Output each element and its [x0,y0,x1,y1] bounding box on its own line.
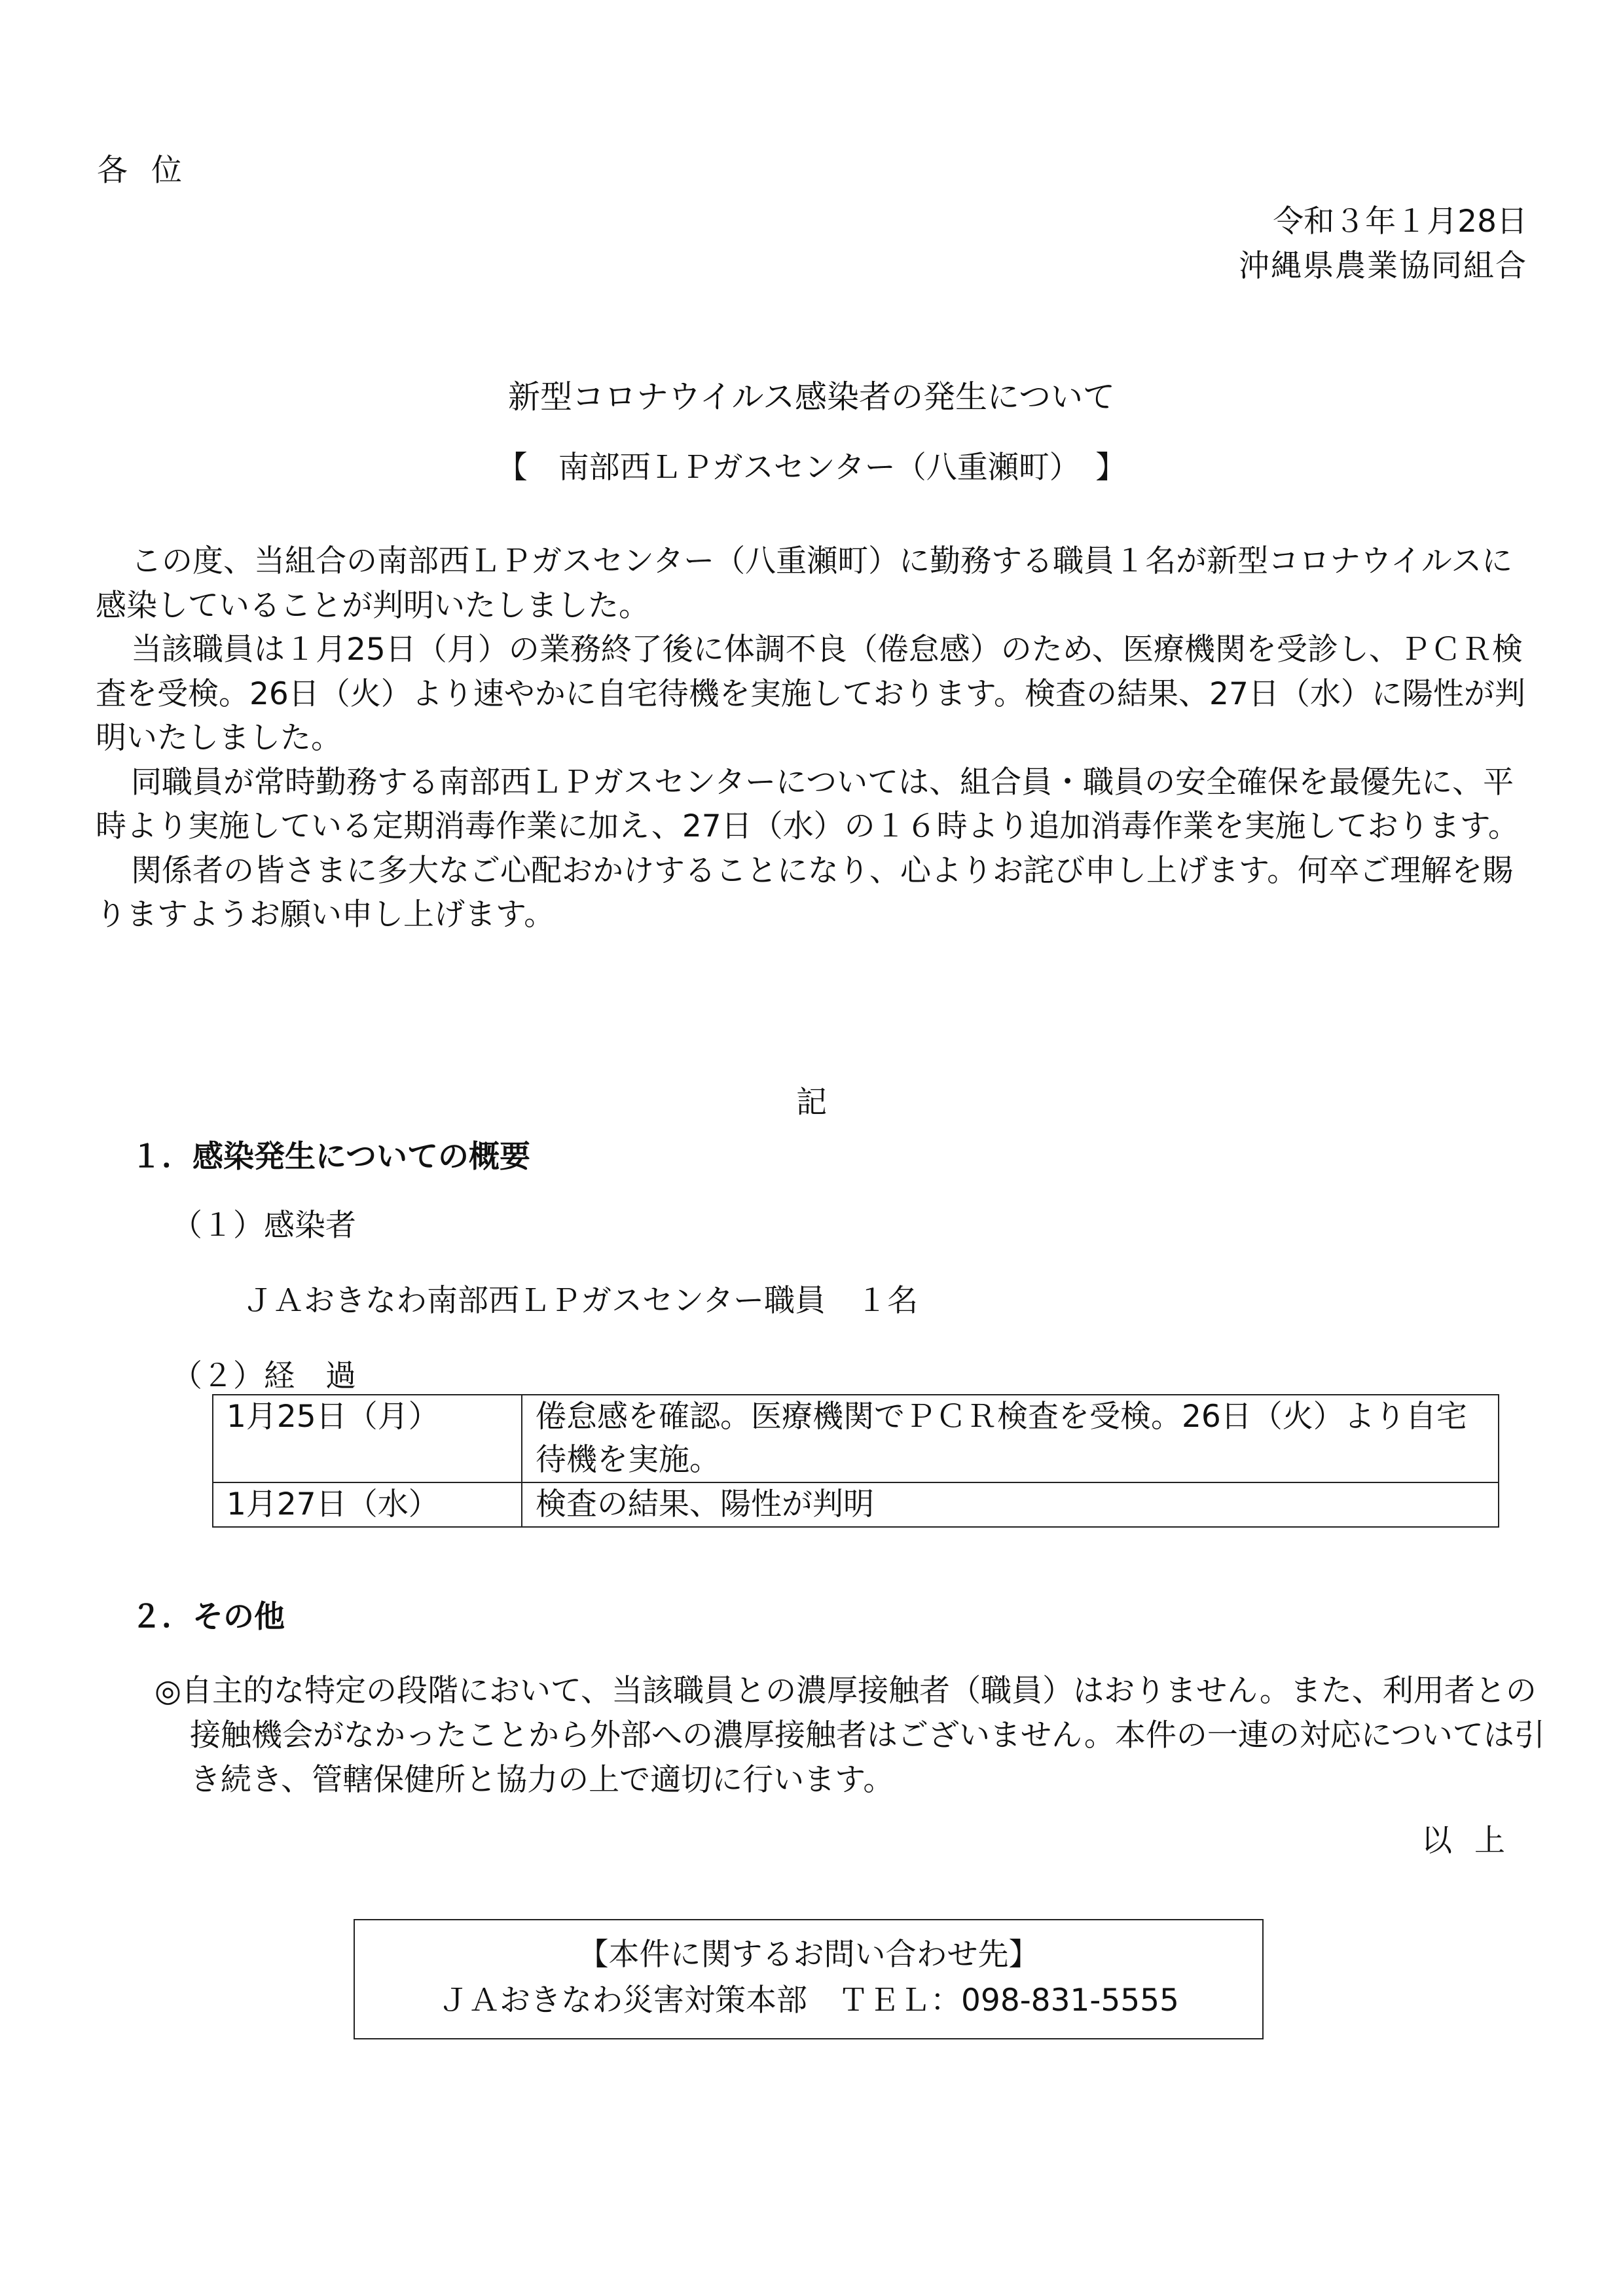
body-paragraph: 関係者の皆さまに多大なご心配おかけすることになり、心よりお詫び申し上げます。何卒ご理解を賜りますようお願い申し上げます。 [96,852,1514,933]
addressee: 各位 [97,152,206,188]
contact-line: ＪＡおきなわ災害対策本部 ＴＥＬ：098-831-5555 [438,1982,1179,2018]
body-paragraph: 同職員が常時勤務する南部西ＬＰガスセンターについては、組合員・職員の安全確保を最優先に、平時より実施している定期消毒作業に加え、27日（水）の１６時より追加消毒作業を実施しております。 [96,764,1519,844]
body-text [96,539,1529,937]
ki-mark: 記 [796,1085,827,1121]
table-row [213,1482,1499,1527]
contact-box [354,1919,1264,2039]
progress-date: 1月27日（水） [213,1482,522,1527]
infected-value: ＪＡおきなわ南部西ＬＰガスセンター職員 １名 [242,1283,919,1319]
contact-heading: 【本件に関するお問い合わせ先】 [577,1937,1040,1973]
progress-date: 1月25日（月） [213,1395,522,1482]
progress-event: 倦怠感を確認。医療機関でＰＣＲ検査を受検。26日（火）より自宅待機を実施。 [522,1395,1499,1482]
organization-name: 沖縄県農業協同組合 [1239,248,1527,284]
issue-date: 令和３年１月28日 [1273,204,1527,240]
progress-label: （２）経 過 [172,1358,356,1394]
body-paragraph: この度、当組合の南部西ＬＰガスセンター（八重瀬町）に勤務する職員１名が新型コロナウイルスに感染していることが判明いたしました。 [96,543,1513,624]
body-paragraph: 当該職員は１月25日（月）の業務終了後に体調不良（倦怠感）のため、医療機関を受診し、ＰＣＲ検査を受検。26日（火）より速やかに自宅待機を実施しております。検査の結果、27日（水）に陽性が判明いたしました。 [96,632,1525,756]
section2-text: ◎自主的な特定の段階において、当該職員との濃厚接触者（職員）はおりません。また、利用者との接触機会がなかったことから外部への濃厚接触者はございません。本件の一連の対応については引き続き、管轄保健所と協力の上で適切に行います。 [155,1673,1545,1798]
document-title: 新型コロナウイルス感染者の発生について [507,378,1116,416]
table-row [213,1395,1499,1482]
progress-table [212,1394,1499,1528]
section1-heading: １．感染発生についての概要 [131,1139,531,1175]
section2-heading: ２．その他 [131,1599,285,1635]
closing-mark: 以上 [1421,1823,1527,1859]
document-subtitle: 【 南部西ＬＰガスセンター（八重瀬町） 】 [496,450,1127,486]
infected-label: （１）感染者 [172,1208,356,1244]
progress-event: 検査の結果、陽性が判明 [522,1482,1499,1527]
